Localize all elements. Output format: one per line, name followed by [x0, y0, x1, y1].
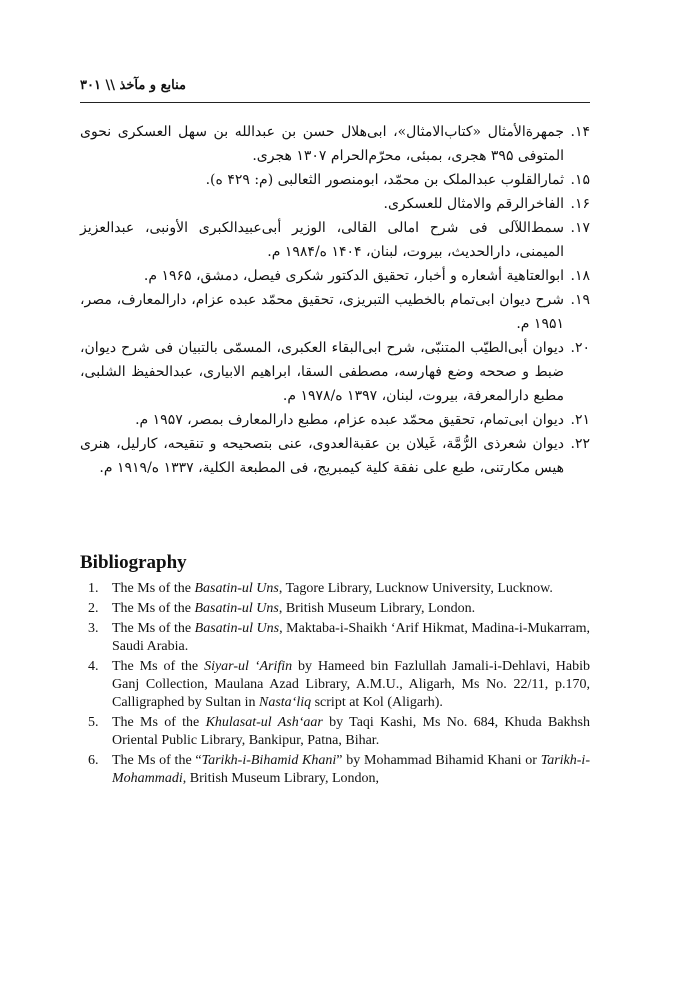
arabic-reference-list: [80, 120, 590, 480]
reference-number: ۱۷.: [570, 220, 590, 236]
arabic-reference-item: [80, 192, 590, 216]
bibliography-number: 3.: [88, 621, 99, 636]
manuscript-title: Basatin-ul Uns: [194, 621, 280, 636]
bibliography-item: [80, 714, 590, 750]
manuscript-title: Basatin-ul Uns: [194, 601, 279, 616]
reference-text: دیوان شعرذی الرُّمَّة، غَیلان بن عقبةالعدوی، عنی بتصحیحه و تنقیحه، کارلیل، هنری هیس مکارتنی، طبع علی نفقة کلیة کیمبریج، فی المطبعة الکلیة، ۱۳۳۷ ه/۱۹۱۹ م.: [80, 436, 564, 476]
reference-number: ۱۵.: [570, 172, 590, 188]
header-text: منابع و مآخذ \\ ۳۰۱: [80, 78, 186, 93]
bibliography-text: The Ms of the Siyar-ul ‘Arifin by Hameed bin Fazlullah Jamali-i-Dehlavi, Habib Ganj Collection, Maulana Azad Library, A.M.U., Aligarh, Ms No. 22/11, p.170, Calligraphed by Sultan in Nasta‘liq script at Kol (Aligarh).: [112, 659, 590, 710]
bibliography-item: [80, 580, 590, 598]
bibliography-text: The Ms of the Khulasat-ul Ash‘aar by Taqi Kashi, Ms No. 684, Khuda Bakhsh Oriental Public Library, Bankipur, Patna, Bihar.: [112, 715, 590, 748]
bibliography-text: The Ms of the “Tarikh-i-Bihamid Khani” by Mohammad Bihamid Khani or Tarikh-i-Mohammadi, British Museum Library, London,: [112, 753, 590, 786]
arabic-reference-item: [80, 168, 590, 192]
manuscript-title: Siyar-ul ‘Arifin: [204, 659, 293, 674]
bibliography-text: The Ms of the Basatin-ul Uns, Tagore Library, Lucknow University, Lucknow.: [112, 581, 553, 596]
script-name: Nasta‘liq: [258, 695, 312, 710]
reference-number: ۲۱.: [570, 412, 590, 428]
arabic-reference-item: [80, 336, 590, 408]
reference-number: ۱۹.: [570, 292, 590, 308]
bibliography-text: The Ms of the Basatin-ul Uns, British Museum Library, London.: [112, 601, 476, 616]
bibliography-item: [80, 620, 590, 656]
bibliography-list: [80, 580, 590, 790]
reference-number: ۱۴.: [570, 124, 590, 140]
bibliography-text: The Ms of the Basatin-ul Uns, Maktaba-i-Shaikh ‘Arif Hikmat, Madina-i-Mukarram, Saudi Arabia.: [112, 621, 590, 654]
arabic-reference-item: [80, 264, 590, 288]
reference-text: دیوان أبی‌الطیّب المتنبّی، شرح ابی‌البقاء العکبری، المسمّی بالتبیان فی شرح دیوان، ضبط و صححه وضع فهارسه، مصطفی السقا، ابراهیم الابیاری، عبدالحفیظ الشلبی، مطبع دارالمعرفة، بیروت، لبنان، ۱۳۹۷ ه/۱۹۷۸ م.: [80, 340, 564, 404]
bibliography-item: [80, 600, 590, 618]
reference-text: ثمارالقلوب عبدالملک بن محمّد، ابومنصور الثعالبی (م: ۴۲۹ ه).: [205, 172, 564, 188]
arabic-reference-item: [80, 288, 590, 336]
bibliography-number: 1.: [88, 581, 99, 596]
arabic-reference-item: [80, 216, 590, 264]
reference-number: ۱۶.: [570, 196, 590, 212]
arabic-reference-item: [80, 432, 590, 480]
reference-text: جمهرةالأمثال «کتاب‌الامثال»، ابی‌هلال حسن بن عبدالله بن سهل العسکری نحوی المتوفی ۳۹۵ هجری، بمبئی، محرّم‌الحرام ۱۳۰۷ هجری.: [80, 124, 564, 164]
reference-text: سمط‌اللآلی فی شرح امالی القالی، الوزیر أبی‌عبیدالکبری الأونبی، عبدالعزیز المیمنی، دارالحدیث، بیروت، لبنان، ۱۴۰۴ ه/۱۹۸۴ م.: [80, 220, 564, 260]
reference-number: ۱۸.: [570, 268, 590, 284]
bibliography-number: 6.: [88, 753, 99, 768]
bibliography-item: [80, 752, 590, 788]
bibliography-number: 4.: [88, 659, 99, 674]
running-header: [80, 78, 590, 103]
manuscript-title: Khulasat-ul Ash‘aar: [205, 715, 323, 730]
reference-text: ابوالعتاهیة أشعاره و أخبار، تحقیق الدکتور شکری فیصل، دمشق، ۱۹۶۵ م.: [143, 268, 564, 284]
bibliography-item: [80, 658, 590, 712]
bibliography-number: 2.: [88, 601, 99, 616]
reference-text: الفاخرالرقم والامثال للعسکری.: [383, 196, 564, 212]
reference-number: ۲۰.: [570, 340, 590, 356]
reference-text: دیوان ابی‌تمام، تحقیق محمّد عبده عزام، مطبع دارالمعارف بمصر، ۱۹۵۷ م.: [135, 412, 564, 428]
arabic-reference-item: [80, 120, 590, 168]
bibliography-number: 5.: [88, 715, 99, 730]
manuscript-title: Tarikh-i-Bihamid Khani: [201, 753, 337, 768]
reference-text: شرح دیوان ابی‌تمام بالخطیب التبریزی، تحقیق محمّد عبده عزام، دارالمعارف، مصر، ۱۹۵۱ م.: [80, 292, 564, 332]
bibliography-heading: Bibliography: [80, 552, 187, 573]
reference-number: ۲۲.: [570, 436, 590, 452]
manuscript-alt-title: Tarikh-i-Mohammadi: [112, 753, 590, 786]
arabic-reference-item: [80, 408, 590, 432]
manuscript-title: Basatin-ul Uns: [194, 581, 279, 596]
